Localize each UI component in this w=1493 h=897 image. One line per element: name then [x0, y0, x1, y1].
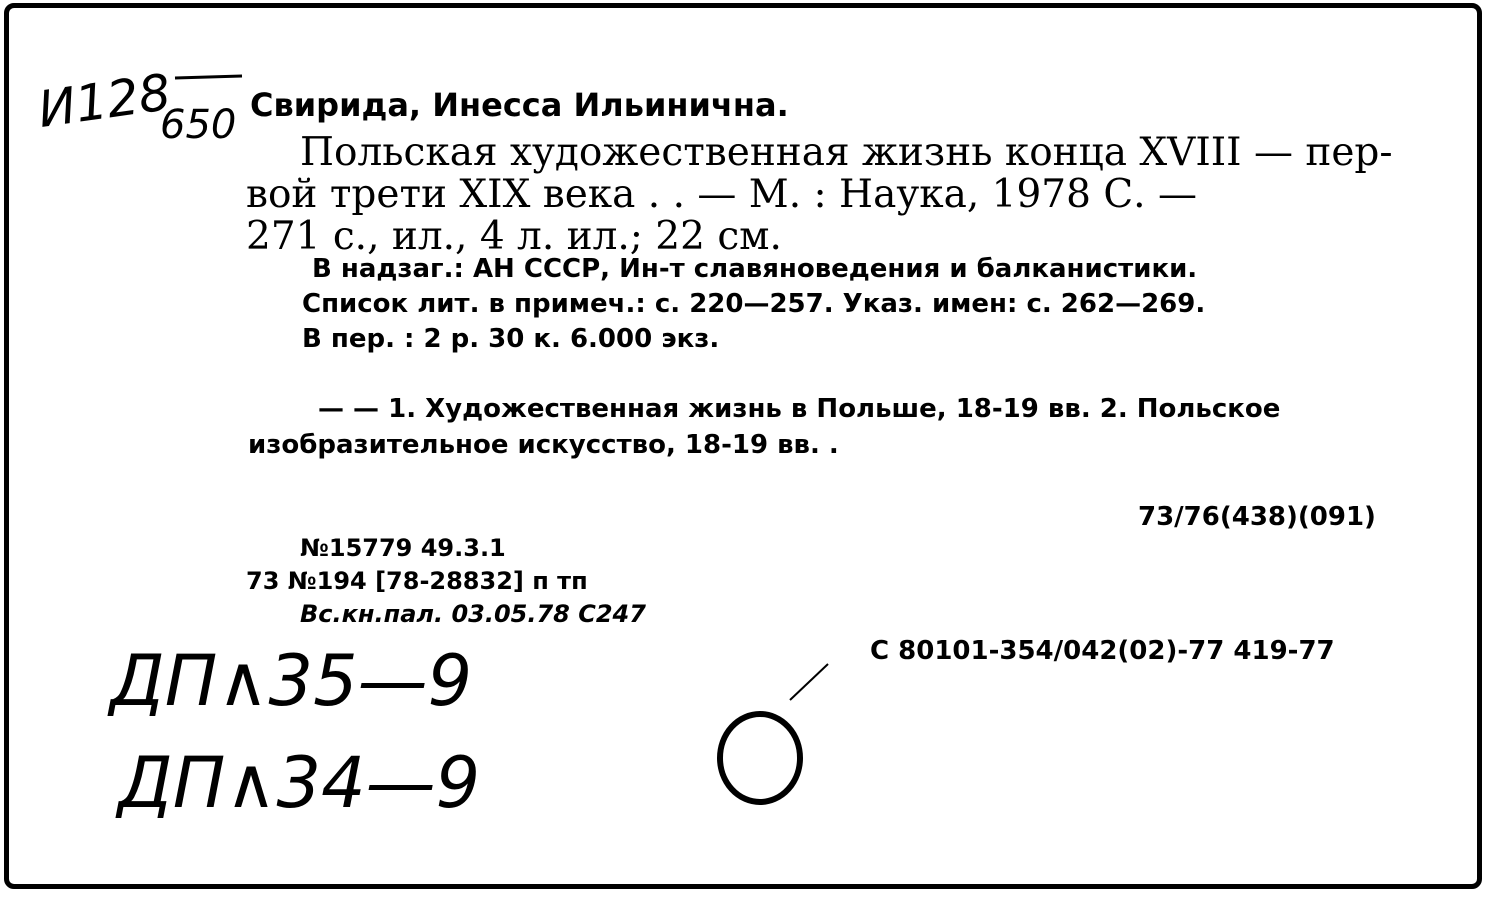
accession-line-3: Вс.кн.пал. 03.05.78 С247: [300, 600, 646, 628]
notes-line-2: Список лит. в примеч.: с. 220—257. Указ. имен: с. 262—269.: [302, 289, 1206, 319]
udc-code: 73/76(438)(091): [1138, 502, 1376, 532]
catalog-number: С 80101-354/042(02)-77 419-77: [870, 636, 1335, 666]
handwritten-dash-stroke: [175, 76, 242, 78]
pen-stroke: [790, 664, 828, 700]
author-heading: Свирида, Инесса Ильинична.: [250, 86, 789, 124]
card-hole-circle: [720, 714, 800, 802]
handwritten-call-number-bottom: 650: [160, 102, 237, 148]
notes-line-3: В пер. : 2 р. 30 к. 6.000 экз.: [302, 324, 720, 354]
handwritten-call-number-top: И128: [34, 63, 175, 139]
handwritten-shelf-mark-2: ДП∧34—9: [118, 742, 481, 824]
title-line-3: 271 с., ил., 4 л. ил.; 22 см.: [246, 214, 782, 259]
accession-line-2: 73 №194 [78-28832] п тп: [246, 567, 588, 595]
subjects-line-2: изобразительное искусство, 18-19 вв. .: [248, 430, 839, 460]
notes-line-1: В надзаг.: АН СССР, Ин-т славяноведения и балканистики.: [312, 254, 1198, 284]
title-line-2: вой трети XIX века . . — М. : Наука, 1978 С. —: [246, 172, 1197, 217]
accession-line-1: №15779 49.3.1: [300, 534, 506, 562]
title-line-1: Польская художественная жизнь конца XVIII — пер-: [300, 130, 1393, 175]
handwritten-shelf-mark-1: ДП∧35—9: [110, 640, 473, 722]
subjects-line-1: — — 1. Художественная жизнь в Польше, 18-19 вв. 2. Польское: [318, 394, 1281, 424]
